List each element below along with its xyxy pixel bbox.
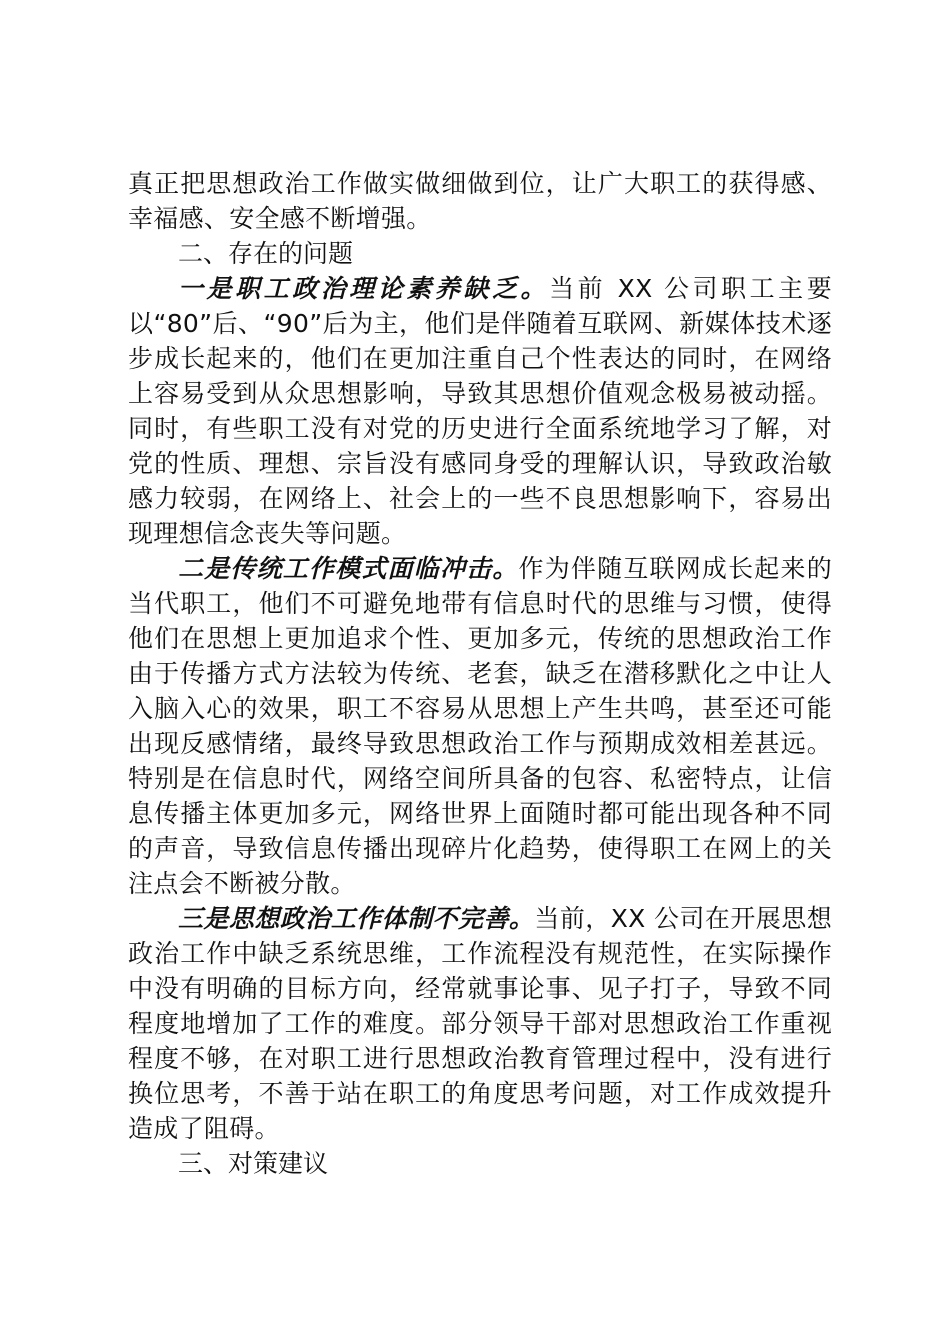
document-page — [128, 166, 832, 1181]
continuation-paragraph — [128, 166, 832, 236]
problem-paragraph-1 — [128, 271, 832, 551]
problem-paragraph-3 — [128, 901, 832, 1146]
problem-text-3: 当前，XX 公司在开展思想政治工作中缺乏系统思维，工作流程没有规范性，在实际操作中没有明确的目标方向，经常就事论事、见子打子，导致不同程度地增加了工作的难度。部分领导干部对思想政治工作重视程度不够，在对职工进行思想政治教育管理过程中，没有进行换位思考，不善于站在职工的角度思考问题，对工作成效提升造成了阻碍。 — [128, 904, 832, 1143]
paragraph-text: 真正把思想政治工作做实做细做到位，让广大职工的获得感、幸福感、安全感不断增强。 — [128, 169, 832, 233]
section-heading-suggestions: 三、对策建议 — [178, 1149, 329, 1178]
problem-lead-1: 一是职工政治理论素养缺乏。 — [178, 274, 550, 303]
problem-text-1: 当前 XX 公司职工主要以“80”后、“90”后为主，他们是伴随着互联网、新媒体技术逐步成长起来的，他们在更加注重自己个性表达的同时，在网络上容易受到从众思想影响，导致其思想价值观念极易被动摇。同时，有些职工没有对党的历史进行全面系统地学习了解，对党的性质、理想、宗旨没有感同身受的理解认识，导致政治敏感力较弱，在网络上、社会上的一些不良思想影响下，容易出现理想信念丧失等问题。 — [128, 274, 832, 548]
problem-paragraph-2 — [128, 551, 832, 901]
problem-text-2: 作为伴随互联网成长起来的当代职工，他们不可避免地带有信息时代的思维与习惯，使得他们在思想上更加追求个性、更加多元，传统的思想政治工作由于传播方式方法较为传统、老套，缺乏在潜移默化之中让人入脑入心的效果，职工不容易从思想上产生共鸣，甚至还可能出现反感情绪，最终导致思想政治工作与预期成效相差甚远。特别是在信息时代，网络空间所具备的包容、私密特点，让信息传播主体更加多元，网络世界上面随时都可能出现各种不同的声音，导致信息传播出现碎片化趋势，使得职工在网上的关注点会不断被分散。 — [128, 554, 832, 898]
problem-lead-2: 二是传统工作模式面临冲击。 — [178, 554, 519, 583]
section-heading-problems: 二、存在的问题 — [178, 239, 354, 268]
problem-lead-3: 三是思想政治工作体制不完善。 — [178, 904, 535, 933]
